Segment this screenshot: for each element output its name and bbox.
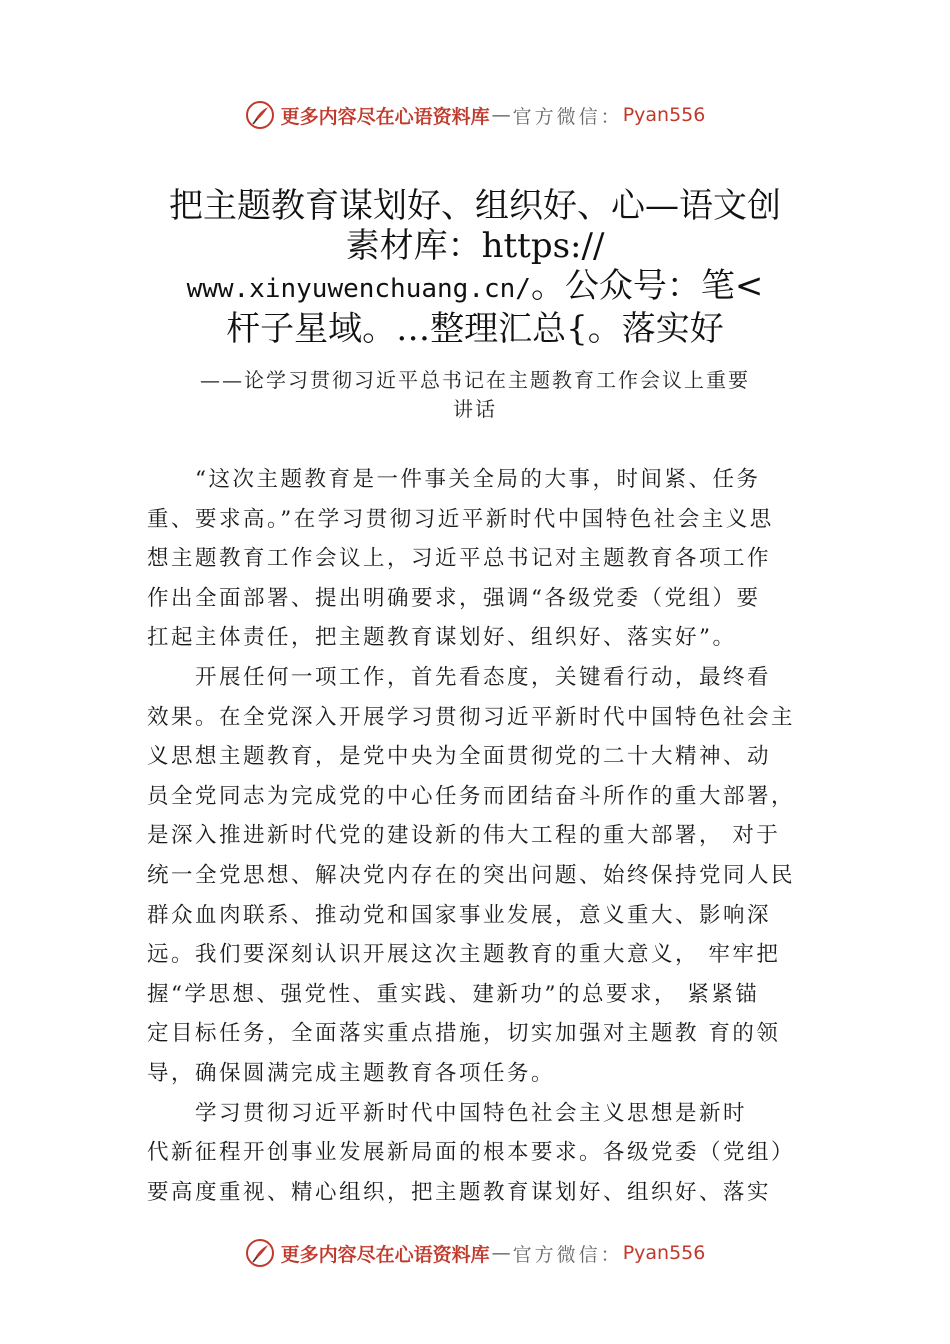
title-line-3-rest: 。公众号：笔< bbox=[530, 266, 764, 306]
banner-separator: — bbox=[491, 104, 511, 126]
quill-logo-icon bbox=[245, 1238, 275, 1268]
paragraph-line: 代新征程开创事业发展新局面的根本要求。各级党委（党组） bbox=[147, 1140, 796, 1166]
paragraph-line: 扛起主体责任，把主题教育谋划好、组织好、落实好”。 bbox=[147, 625, 737, 651]
paragraph-line: 握“学思想、强党性、重实践、建新功”的总要求， 紧紧锚 bbox=[147, 981, 760, 1007]
document-subtitle bbox=[150, 366, 800, 424]
paragraph bbox=[147, 1094, 837, 1213]
paragraph-line: 作出全面部署、提出明确要求，强调“各级党委（党组）要 bbox=[147, 585, 761, 611]
paragraph-line: 统一全党思想、解决党内存在的突出问题、始终保持党同人民 bbox=[147, 862, 796, 888]
banner-slogan: 更多内容尽在心语资料库 bbox=[280, 105, 490, 128]
paragraph-line: 导，确保圆满完成主题教育各项任务。 bbox=[147, 1060, 556, 1086]
quill-logo-icon bbox=[245, 100, 275, 130]
footer-banner bbox=[0, 1233, 950, 1273]
paragraph-line: 是深入推进新时代党的建设新的伟大工程的重大部署， 对于 bbox=[147, 823, 781, 849]
title-line-2: 素材库：https:// bbox=[345, 226, 605, 266]
paragraph-line: 学习贯彻习近平新时代中国特色社会主义思想是新时 bbox=[195, 1100, 748, 1126]
paragraph-line: 义思想主题教育，是党中央为全面贯彻党的二十大精神、动 bbox=[147, 744, 772, 770]
title-url: www.xinyuwenchuang.cn/ bbox=[186, 274, 531, 304]
paragraph-line: 员全党同志为完成党的中心任务而团结奋斗所作的重大部署， bbox=[147, 783, 796, 809]
banner-wechat-id: Pyan556 bbox=[622, 1242, 706, 1264]
banner-slogan: 更多内容尽在心语资料库 bbox=[280, 1243, 490, 1266]
title-line-1: 把主题教育谋划好、组织好、心—语文创 bbox=[169, 186, 781, 226]
paragraph bbox=[147, 460, 837, 658]
paragraph-line: 远。我们要深刻认识开展这次主题教育的重大意义， 牢牢把 bbox=[147, 942, 781, 968]
paragraph-line: 效果。在全党深入开展学习贯彻习近平新时代中国特色社会主 bbox=[147, 704, 796, 730]
paragraph-line: 群众血肉联系、推动党和国家事业发展，意义重大、影响深 bbox=[147, 902, 772, 928]
subtitle-line-2: 讲话 bbox=[453, 397, 497, 421]
paragraph-line: 重、要求高。”在学习贯彻习近平新时代中国特色社会主义思 bbox=[147, 506, 774, 532]
paragraph-line: 想主题教育工作会议上，习近平总书记对主题教育各项工作 bbox=[147, 546, 772, 572]
banner-separator: — bbox=[491, 1242, 511, 1264]
header-banner bbox=[0, 95, 950, 135]
paragraph-line: 开展任何一项工作，首先看态度，关键看行动，最终看 bbox=[195, 664, 772, 690]
subtitle-line-1: ——论学习贯彻习近平总书记在主题教育工作会议上重要 bbox=[200, 368, 750, 392]
paragraph-line: “这次主题教育是一件事关全局的大事，时间紧、任务 bbox=[195, 467, 761, 492]
title-line-3 bbox=[0, 266, 950, 309]
banner-wechat-label: 官方微信： bbox=[512, 1243, 623, 1266]
title-line-4: 杆子星域。…整理汇总{。落实好 bbox=[226, 309, 724, 349]
document-body bbox=[147, 460, 837, 1212]
banner-wechat-id: Pyan556 bbox=[622, 104, 706, 126]
banner-wechat-label: 官方微信： bbox=[512, 105, 623, 128]
paragraph-line: 定目标任务，全面落实重点措施，切实加强对主题教 育的领 bbox=[147, 1021, 781, 1047]
document-title bbox=[0, 186, 950, 349]
paragraph bbox=[147, 658, 837, 1094]
paragraph-line: 要高度重视、精心组织，把主题教育谋划好、组织好、落实 bbox=[147, 1179, 772, 1205]
